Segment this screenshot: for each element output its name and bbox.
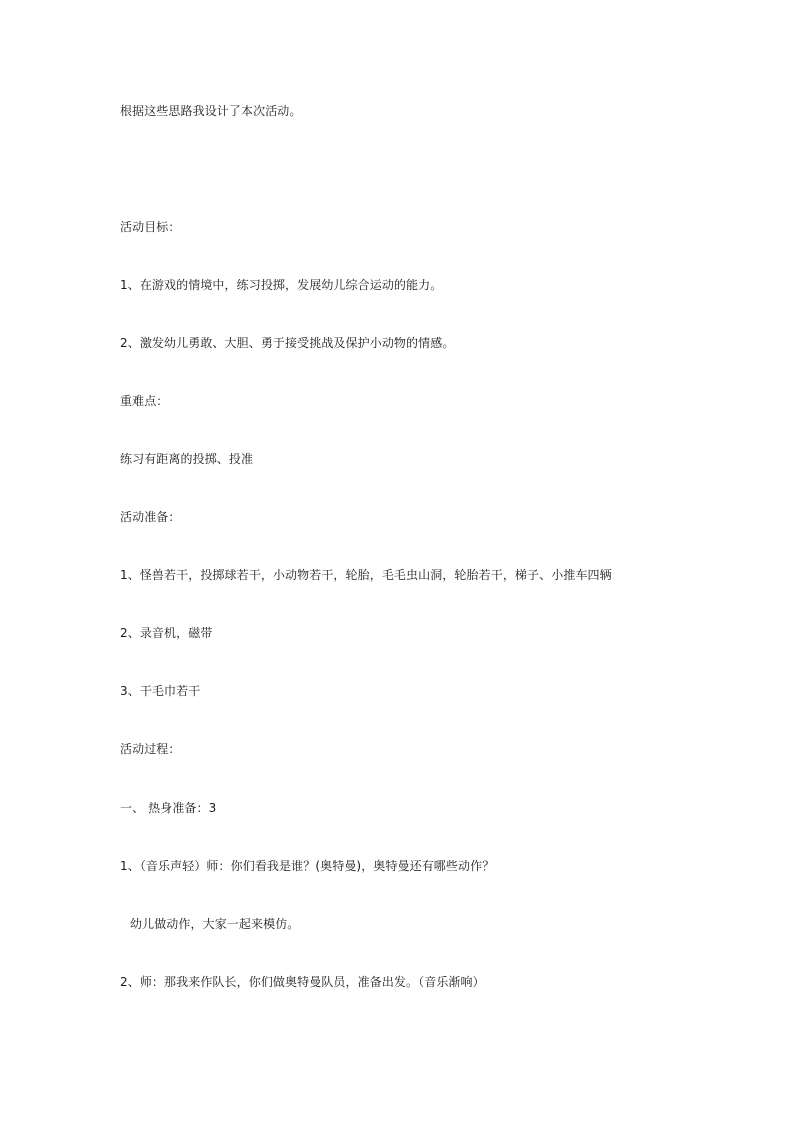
key-points-heading: 重难点： bbox=[120, 394, 169, 408]
process-step-1-detail: 幼儿做动作，大家一起来模仿。 bbox=[130, 917, 300, 931]
intro-line: 根据这些思路我设计了本次活动。 bbox=[120, 104, 302, 118]
process-section-1: 一、 热身准备：3 bbox=[120, 801, 217, 815]
process-step-1: 1、（音乐声轻）师：你们看我是谁？(奥特曼)，奥特曼还有哪些动作？ bbox=[120, 859, 495, 873]
preparation-heading: 活动准备： bbox=[120, 510, 181, 524]
goal-item-1: 1、在游戏的情境中，练习投掷，发展幼儿综合运动的能力。 bbox=[120, 278, 443, 292]
goal-item-2: 2、激发幼儿勇敢、大胆、勇于接受挑战及保护小动物的情感。 bbox=[120, 336, 455, 350]
preparation-item-2: 2、录音机，磁带 bbox=[120, 626, 213, 640]
preparation-item-1: 1、怪兽若干，投掷球若干，小动物若干，轮胎，毛毛虫山洞，轮胎若干，梯子、小推车四辆 bbox=[120, 568, 612, 582]
process-step-2: 2、师：那我来作队长，你们做奥特曼队员，准备出发。（音乐渐响） bbox=[120, 975, 485, 989]
key-points-text: 练习有距离的投掷、投准 bbox=[120, 452, 254, 466]
goals-heading: 活动目标： bbox=[120, 220, 181, 234]
preparation-item-3: 3、干毛巾若干 bbox=[120, 684, 201, 698]
process-heading: 活动过程： bbox=[120, 742, 181, 756]
